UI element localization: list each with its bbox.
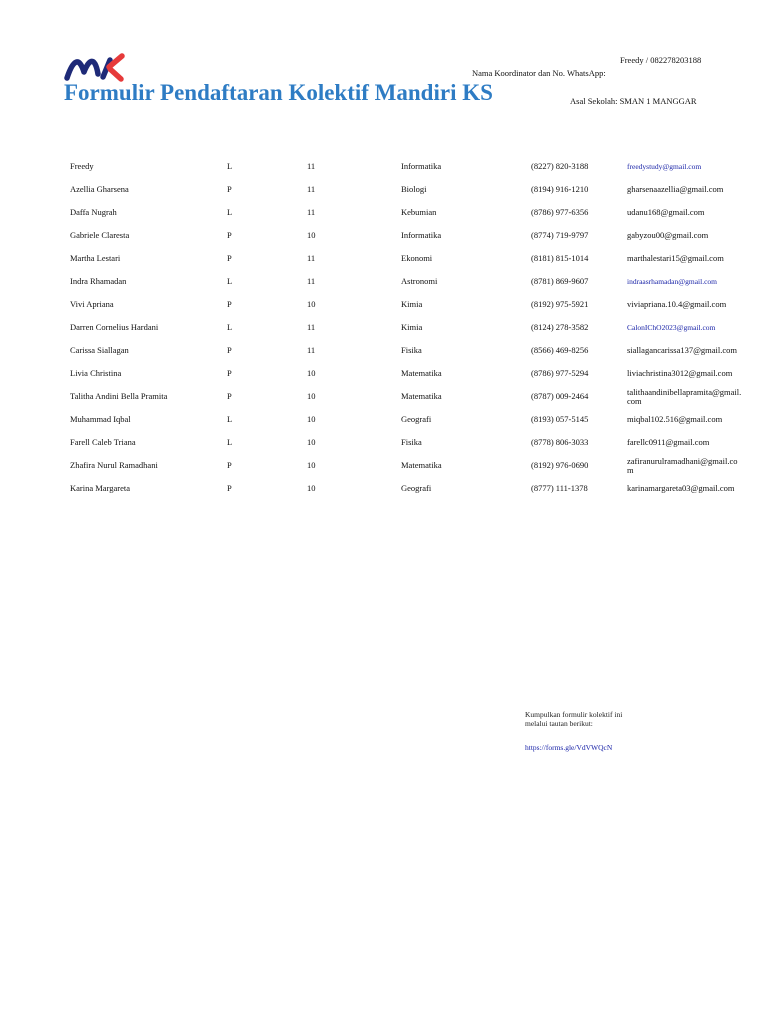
- student-sex: P: [227, 460, 232, 470]
- student-phone: (8194) 916-1210: [531, 184, 589, 194]
- student-subject: Kimia: [401, 299, 423, 309]
- table-row: [70, 339, 760, 362]
- table-row: [70, 224, 760, 247]
- student-grade: 10: [307, 368, 316, 378]
- student-grade: 11: [307, 276, 316, 286]
- mk-logo-icon: [64, 50, 126, 84]
- student-email: zafiranurulramadhani@gmail.com: [627, 455, 738, 475]
- student-name: Talitha Andini Bella Pramita: [70, 391, 168, 401]
- student-name: Carissa Siallagan: [70, 345, 129, 355]
- student-name: Zhafira Nurul Ramadhani: [70, 460, 158, 470]
- student-name: Indra Rhamadan: [70, 276, 127, 286]
- student-sex: L: [227, 161, 233, 171]
- student-subject: Informatika: [401, 161, 442, 171]
- student-table: [70, 155, 760, 500]
- student-phone: (8192) 976-0690: [531, 460, 589, 470]
- table-row: [70, 454, 760, 477]
- form-title: Formulir Pendaftaran Kolektif Mandiri KS: [64, 80, 493, 105]
- student-sex: L: [227, 276, 233, 286]
- table-row: [70, 477, 760, 500]
- student-sex: P: [227, 230, 232, 240]
- student-subject: Ekonomi: [401, 253, 433, 263]
- student-subject: Geografi: [401, 483, 432, 493]
- table-row: [70, 270, 760, 293]
- student-email: liviachristina3012@gmail.com: [627, 368, 733, 378]
- student-phone: (8777) 111-1378: [531, 483, 588, 493]
- student-sex: P: [227, 253, 232, 263]
- student-sex: L: [227, 322, 233, 332]
- coordinator-label: Nama Koordinator dan No. WhatsApp:: [472, 68, 606, 78]
- student-phone: (8193) 057-5145: [531, 414, 589, 424]
- student-subject: Geografi: [401, 414, 432, 424]
- table-row: [70, 362, 760, 385]
- student-grade: 11: [307, 322, 316, 332]
- student-sex: P: [227, 345, 232, 355]
- student-sex: P: [227, 483, 232, 493]
- table-row: [70, 201, 760, 224]
- student-phone: (8787) 009-2464: [531, 391, 589, 401]
- student-email: karinamargareta03@gmail.com: [627, 483, 735, 493]
- student-sex: P: [227, 391, 232, 401]
- student-name: Martha Lestari: [70, 253, 121, 263]
- student-grade: 11: [307, 345, 316, 355]
- student-phone: (8786) 977-5294: [531, 368, 589, 378]
- student-name: Livia Christina: [70, 368, 122, 378]
- student-phone: (8192) 975-5921: [531, 299, 589, 309]
- student-name: Azellia Gharsena: [70, 184, 129, 194]
- student-sex: L: [227, 437, 233, 447]
- table-row: [70, 408, 760, 431]
- student-email: gharsenaazellia@gmail.com: [627, 184, 724, 194]
- student-sex: P: [227, 299, 232, 309]
- student-subject: Matematika: [401, 368, 442, 378]
- coordinator-value: Freedy / 082278203188: [620, 55, 702, 65]
- table-row: [70, 247, 760, 270]
- student-phone: (8781) 869-9607: [531, 276, 589, 286]
- student-name: Darren Cornelius Hardani: [70, 322, 159, 332]
- school-name: Asal Sekolah: SMAN 1 MANGGAR: [570, 96, 697, 106]
- student-phone: (8566) 469-8256: [531, 345, 589, 355]
- student-email: miqbal102.516@gmail.com: [627, 414, 723, 424]
- student-subject: Astronomi: [401, 276, 438, 286]
- table-row: [70, 155, 760, 178]
- student-grade: 10: [307, 414, 316, 424]
- table-row: [70, 316, 760, 339]
- student-grade: 11: [307, 253, 316, 263]
- student-grade: 11: [307, 207, 316, 217]
- student-phone: (8778) 806-3033: [531, 437, 589, 447]
- student-grade: 10: [307, 437, 316, 447]
- student-sex: L: [227, 207, 233, 217]
- student-grade: 11: [307, 161, 316, 171]
- student-phone: (8786) 977-6356: [531, 207, 589, 217]
- student-email[interactable]: indraasrhamadan@gmail.com: [627, 277, 717, 286]
- student-email[interactable]: freedystudy@gmail.com: [627, 162, 702, 171]
- form-link[interactable]: https://forms.gle/VdVWQcN: [525, 743, 613, 752]
- student-email: farellc0911@gmail.com: [627, 437, 710, 447]
- student-name: Freedy: [70, 161, 94, 171]
- student-name: Muhammad Iqbal: [70, 414, 131, 424]
- student-email[interactable]: CalonIChO2023@gmail.com: [627, 323, 716, 332]
- student-sex: L: [227, 414, 233, 424]
- student-subject: Kimia: [401, 322, 423, 332]
- table-row: [70, 431, 760, 454]
- student-subject: Biologi: [401, 184, 427, 194]
- student-email: siallagancarissa137@gmail.com: [627, 345, 738, 355]
- table-row: [70, 178, 760, 201]
- submission-note: Kumpulkan formulir kolektif ini melalui tautan berikut:: [525, 710, 623, 728]
- table-row: [70, 385, 760, 408]
- student-email: udanu168@gmail.com: [627, 207, 705, 217]
- student-grade: 11: [307, 184, 316, 194]
- student-subject: Fisika: [401, 345, 422, 355]
- student-phone: (8181) 815-1014: [531, 253, 589, 263]
- student-email: talithaandinibellapramita@gmail.com: [627, 386, 742, 406]
- student-subject: Informatika: [401, 230, 442, 240]
- student-email: gabyzou00@gmail.com: [627, 230, 709, 240]
- student-sex: P: [227, 368, 232, 378]
- student-name: Karina Margareta: [70, 483, 131, 493]
- student-name: Gabriele Claresta: [70, 230, 130, 240]
- student-subject: Matematika: [401, 460, 442, 470]
- student-email: marthalestari15@gmail.com: [627, 253, 724, 263]
- student-phone: (8124) 278-3582: [531, 322, 589, 332]
- student-grade: 10: [307, 299, 316, 309]
- table-row: [70, 293, 760, 316]
- student-sex: P: [227, 184, 232, 194]
- student-subject: Fisika: [401, 437, 422, 447]
- student-name: Vivi Apriana: [70, 299, 114, 309]
- student-subject: Kebumian: [401, 207, 437, 217]
- student-name: Farell Caleb Triana: [70, 437, 136, 447]
- student-grade: 10: [307, 460, 316, 470]
- student-grade: 10: [307, 230, 316, 240]
- student-email: viviapriana.10.4@gmail.com: [627, 299, 727, 309]
- student-grade: 10: [307, 391, 316, 401]
- student-name: Daffa Nugrah: [70, 207, 117, 217]
- student-phone: (8227) 820-3188: [531, 161, 589, 171]
- student-subject: Matematika: [401, 391, 442, 401]
- student-phone: (8774) 719-9797: [531, 230, 589, 240]
- student-grade: 10: [307, 483, 316, 493]
